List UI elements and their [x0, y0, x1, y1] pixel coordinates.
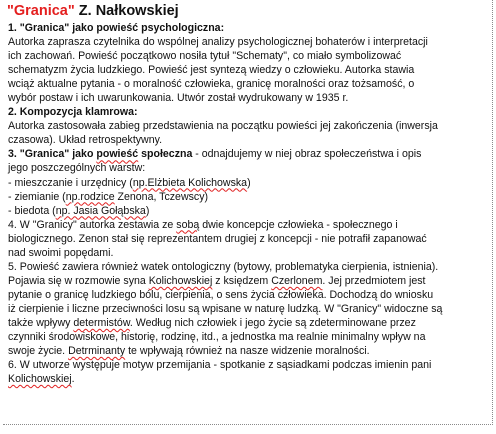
text-segment: .	[71, 373, 75, 386]
text-line	[8, 133, 490, 147]
text-segment: . Według nich człowiek i jego życie są zdeterminowane przez	[129, 316, 416, 329]
document-body	[8, 21, 490, 386]
text-line	[8, 91, 490, 105]
text-segment: pytanie o granicę ludzkiego bólu, cierpienia, o sens życia człowieka. Dochodzą do wniosku	[8, 288, 434, 301]
text-segment: iż cierpienie i liczne przeciwności losu są wpisane w naturę ludzką. W "Granicy" widoczne są	[8, 302, 443, 315]
text-line	[8, 161, 490, 175]
spellcheck-flagged-word: Kolichowskiej	[8, 373, 72, 386]
text-segment: - ziemianie (	[8, 190, 66, 203]
text-line	[8, 119, 490, 133]
text-segment: - mieszczanie i urzędnicy (	[8, 176, 133, 189]
text-segment: Pojawia się w rozmowie syna	[8, 274, 149, 287]
text-line	[8, 105, 490, 119]
text-segment: z księdzem	[212, 274, 272, 287]
spellcheck-flagged-word: Kolichowskiej	[148, 274, 213, 287]
text-segment: Autorka zastosowała zabieg przedstawienia na początku powieści jej zakończenia (inwersja	[8, 120, 438, 133]
document-page	[3, 0, 492, 434]
text-line	[8, 21, 490, 35]
text-line	[8, 35, 490, 49]
text-line	[8, 260, 490, 274]
text-segment: - biedota (	[8, 204, 56, 217]
text-segment: swoje życie.	[8, 345, 69, 358]
text-segment: 4. W "Granicy" autorka zestawia ze	[8, 218, 177, 231]
spellcheck-flagged-word: np.Elżbieta Kolichowska	[132, 176, 248, 189]
text-line	[8, 49, 490, 63]
text-line	[8, 358, 490, 372]
text-segment: )	[145, 204, 150, 217]
spellcheck-flagged-word: Detrminanty	[68, 345, 126, 358]
text-line	[8, 302, 490, 316]
section-heading-text: jako powieść psychologiczna:	[69, 22, 225, 34]
text-segment: wybór postaw i ich uwarunkowania. Utwór został wydrukowany w 1935 r.	[8, 92, 349, 105]
text-line	[8, 246, 490, 260]
text-segment: . Jej przedmiotem jest	[322, 274, 426, 287]
text-segment: czynniki środowiskowe, historię, rodzinę, itd., a jednostka ma realnie minimalny wpływ na	[8, 331, 426, 344]
text-line	[8, 63, 490, 77]
text-segment: 6. W utworze występuje motyw przemijania - spotkanie z sąsiadkami podczas imienin pani	[8, 359, 432, 372]
section-heading-text: "Granica"	[19, 22, 70, 34]
title-work-name: "Granica"	[7, 3, 75, 19]
text-segment: Zenona, Tczewscy)	[114, 190, 209, 203]
text-line	[8, 176, 490, 190]
text-segment: także wpływy	[8, 316, 74, 329]
text-segment: dwie koncepcje człowieka - społecznego i	[199, 218, 398, 231]
text-segment: ich zachowań. Powieść początkowo nosiła tytuł "Schematy", co miało symbolizować	[8, 50, 402, 63]
text-segment: Autorka zaprasza czytelnika do wspólnej analizy psychologicznej bohaterów i interpretacji	[8, 36, 428, 49]
section-heading-text: 2. Kompozycja klamrowa:	[8, 106, 138, 119]
text-segment: czasowa). Układ retrospektywny.	[8, 134, 163, 147]
text-line	[8, 316, 490, 330]
text-line	[8, 372, 490, 386]
section-heading-text: 1.	[8, 22, 20, 34]
spellcheck-flagged-word: powieść	[96, 148, 139, 161]
text-line	[8, 288, 490, 302]
text-segment: nad swoimi popędami.	[8, 246, 114, 259]
text-line	[8, 232, 490, 246]
section-heading-text: społeczna	[138, 148, 193, 161]
spellcheck-flagged-word: np.rodzice	[65, 190, 115, 203]
text-segment: biologicznego. Zenon stał się reprezentantem drugiej z koncepcji - nie potrafił zapanować	[8, 232, 427, 245]
spellcheck-flagged-word: Czerlonem	[271, 274, 323, 287]
spellcheck-flagged-word: sobą	[176, 218, 200, 231]
spellcheck-flagged-word: np. Jasia Gołąbska	[55, 204, 146, 217]
text-line	[8, 204, 490, 218]
text-segment: - odnajdujemy w niej obraz społeczeństwa i opis	[192, 148, 422, 161]
text-line	[8, 77, 490, 91]
text-line	[8, 274, 490, 288]
spellcheck-flagged-word: determistów	[73, 316, 130, 329]
text-segment: schematyzm życia ludzkiego. Powieść jest syntezą wiedzy o człowieku. Autorka stawia	[8, 64, 415, 77]
title-author: Z. Nałkowskiej	[78, 3, 179, 19]
text-segment: 5. Powieść zawiera również watek ontologiczny (bytowy, problematyka cierpienia, istnienia).	[8, 260, 439, 273]
text-line	[8, 147, 490, 161]
text-line	[8, 218, 490, 232]
text-line	[8, 330, 490, 344]
text-segment: jego poszczególnych warstw:	[8, 162, 146, 175]
text-segment: )	[247, 176, 251, 189]
text-line	[8, 344, 490, 358]
text-segment: te wpływają również na nasze widzenie moralności.	[125, 345, 370, 358]
text-segment: wciąż aktualne pytania - o moralność człowieka, granicę moralności oraz tożsamość, o	[8, 78, 415, 91]
section-heading-text: 3. "Granica" jako	[8, 148, 97, 161]
document-title	[7, 3, 179, 20]
text-line	[8, 190, 490, 204]
